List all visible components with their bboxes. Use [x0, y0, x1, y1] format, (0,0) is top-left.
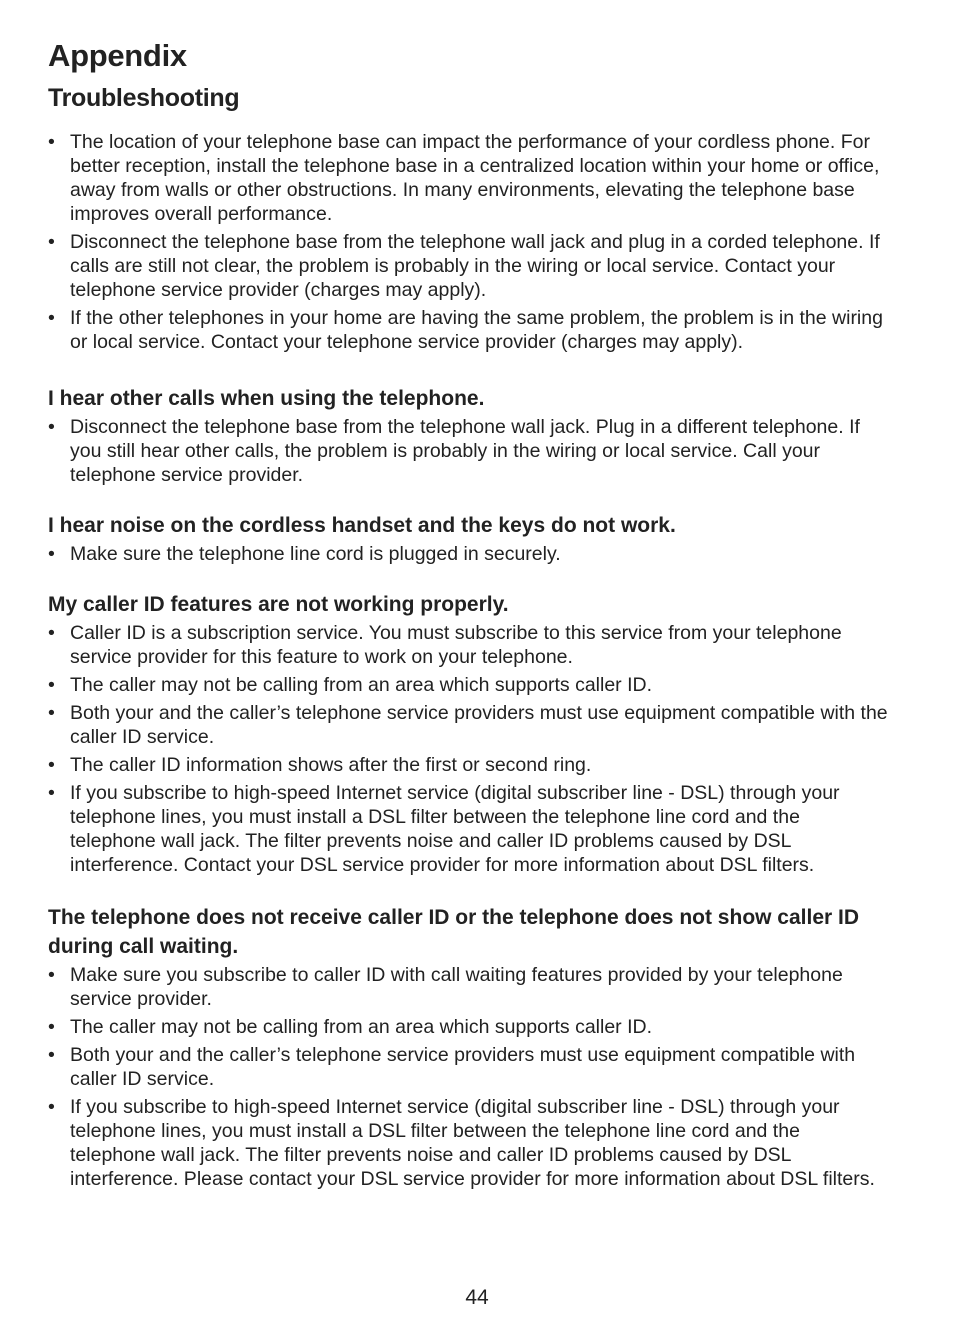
intro-group — [48, 130, 888, 354]
topic-caller-id — [48, 590, 888, 877]
topic-heading: My caller ID features are not working properly. — [48, 593, 509, 616]
topic-noise-keys — [48, 511, 888, 566]
bullet-icon: • — [48, 674, 55, 696]
content — [48, 130, 888, 1195]
topic-call-waiting — [48, 903, 888, 1191]
topic-bullet-list — [48, 621, 888, 877]
bullet-icon: • — [48, 543, 55, 565]
list-item — [48, 753, 888, 777]
bullet-icon: • — [48, 1016, 55, 1038]
list-item — [48, 701, 888, 749]
list-item-text: The caller may not be calling from an area which supports caller ID. — [70, 1016, 653, 1038]
list-item — [48, 963, 888, 1011]
list-item-text: The caller ID information shows after the first or second ring. — [70, 754, 592, 776]
list-item — [48, 781, 888, 877]
list-item — [48, 415, 888, 487]
topic-heading: I hear noise on the cordless handset and the keys do not work. — [48, 514, 676, 537]
list-item-text: If the other telephones in your home are having the same problem, the problem is in the wiring or local service. Contact your telephone service provider (charges may apply). — [70, 307, 883, 353]
list-item — [48, 1043, 888, 1091]
list-item — [48, 1015, 888, 1039]
topic-heading: I hear other calls when using the telephone. — [48, 387, 485, 410]
bullet-icon: • — [48, 622, 55, 644]
list-item — [48, 306, 888, 354]
list-item-text: Disconnect the telephone base from the telephone wall jack. Plug in a different telephone. If you still hear other calls, the problem is probably in the wiring or local service. Call your telephone service provider. — [70, 416, 860, 486]
list-item-text: Both your and the caller’s telephone service providers must use equipment compatible with the caller ID service. — [70, 702, 888, 748]
bullet-icon: • — [48, 131, 55, 153]
list-item-text: Make sure the telephone line cord is plugged in securely. — [70, 543, 561, 565]
list-item — [48, 1095, 888, 1191]
bullet-icon: • — [48, 231, 55, 253]
bullet-icon: • — [48, 307, 55, 329]
topic-bullet-list — [48, 542, 888, 566]
list-item-text: The location of your telephone base can impact the performance of your cordless phone. For better reception, install the telephone base in a centralized location within your home or office, away from walls or other obstructions. In many environments, elevating the telephone base improves overall performance. — [70, 131, 880, 225]
list-item — [48, 130, 888, 226]
topic-heading: The telephone does not receive caller ID or the telephone does not show caller ID during call waiting. — [48, 906, 860, 958]
list-item-text: Disconnect the telephone base from the telephone wall jack and plug in a corded telephone. If calls are still not clear, the problem is probably in the wiring or local service. Contact your telephone service provider (charges may apply). — [70, 231, 880, 301]
bullet-icon: • — [48, 1044, 55, 1066]
list-item — [48, 542, 888, 566]
page-number: 44 — [465, 1286, 489, 1309]
bullet-icon: • — [48, 1096, 55, 1118]
bullet-icon: • — [48, 964, 55, 986]
list-item — [48, 621, 888, 669]
section-title: Troubleshooting — [48, 84, 240, 112]
topic-bullet-list — [48, 415, 888, 487]
intro-bullet-list — [48, 130, 888, 354]
list-item-text: Caller ID is a subscription service. You must subscribe to this service from your telephone service provider for this feature to work on your telephone. — [70, 622, 842, 668]
page-title: Appendix — [48, 38, 187, 73]
topic-bullet-list — [48, 963, 888, 1191]
bullet-icon: • — [48, 416, 55, 438]
list-item — [48, 230, 888, 302]
list-item-text: If you subscribe to high-speed Internet service (digital subscriber line - DSL) through your telephone lines, you must install a DSL filter between the telephone line cord and the telephone wall jack. The filter prevents noise and caller ID problems caused by DSL interference. Please contact your DSL service provider for more information about DSL filters. — [70, 1096, 875, 1190]
list-item-text: Both your and the caller’s telephone service providers must use equipment compatible with caller ID service. — [70, 1044, 856, 1090]
list-item — [48, 673, 888, 697]
list-item-text: The caller may not be calling from an area which supports caller ID. — [70, 674, 653, 696]
list-item-text: Make sure you subscribe to caller ID with call waiting features provided by your telephone service provider. — [70, 964, 843, 1010]
bullet-icon: • — [48, 782, 55, 804]
bullet-icon: • — [48, 754, 55, 776]
topic-other-calls — [48, 384, 888, 487]
list-item-text: If you subscribe to high-speed Internet service (digital subscriber line - DSL) through your telephone lines, you must install a DSL filter between the telephone line cord and the telephone wall jack. The filter prevents noise and caller ID problems caused by DSL interference. Contact your DSL service provider for more information about DSL filters. — [70, 782, 840, 876]
bullet-icon: • — [48, 702, 55, 724]
